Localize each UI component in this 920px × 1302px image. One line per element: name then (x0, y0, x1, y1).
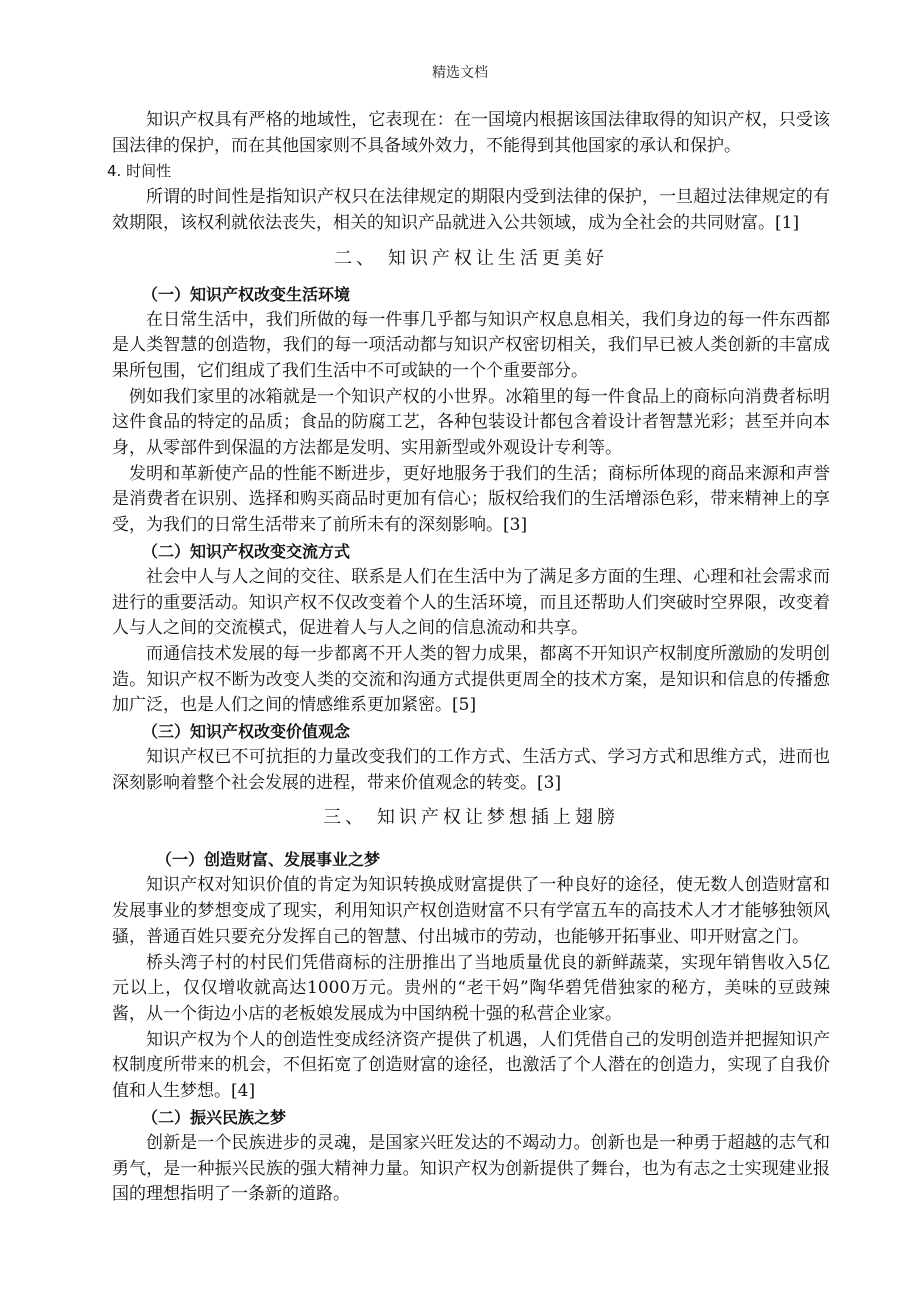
paragraph-fridge: 例如我们家里的冰箱就是一个知识产权的小世界。冰箱里的每一件食品上的商标向消费者标明这件食品的特定的品质；食品的防腐工艺，各种包装设计都包含着设计者智慧光彩；甚至并向本身，从零部件到保温的方法都是发明、实用新型或外观设计专利等。 (112, 386, 830, 459)
document-body (107, 108, 830, 1208)
subheading-2-3: （三）知识产权改变价值观念 (142, 722, 351, 742)
paragraph-values: 知识产权已不可抗拒的力量改变我们的工作方式、生活方式、学习方式和思维方式，进而也深刻影响着整个社会发展的进程，带来价值观念的转变。[3] (112, 747, 830, 793)
subheading-2-1: （一）知识产权改变生活环境 (142, 284, 351, 304)
subheading-3-2: （二）振兴民族之梦 (142, 1107, 287, 1127)
subheading-2-2: （二）知识产权改变交流方式 (142, 541, 351, 561)
list-item-time: 4. 时间性 (107, 162, 172, 181)
paragraph-timeliness: 所谓的时间性是指知识产权只在法律规定的期限内受到法律的保护，一旦超过法律规定的有效期限，该权利就依法丧失，相关的知识产品就进入公共领域，成为全社会的共同财富。[1] (112, 187, 830, 233)
page-header: 精选文档 (432, 65, 488, 81)
subheading-3-1: （一）创造财富、发展事业之梦 (156, 850, 381, 870)
paragraph-creativity: 知识产权为个人的创造性变成经济资产提供了机遇，人们凭借自己的发明创造并把握知识产权制度所带来的机会，不但拓宽了创造财富的途径，也激活了个人潜在的创造力，实现了自我价值和人生梦想。[4] (112, 1029, 830, 1102)
paragraph-invention: 发明和革新使产品的性能不断进步，更好地服务于我们的生活；商标所体现的商品来源和声誉是消费者在识别、选择和购买商品时更加有信心；版权给我们的生活增添色彩，带来精神上的享受，为我们的日常生活带来了前所未有的深刻影响。[3] (112, 463, 830, 536)
paragraph-nation: 创新是一个民族进步的灵魂，是国家兴旺发达的不竭动力。创新也是一种勇于超越的志气和勇气，是一种振兴民族的强大精神力量。知识产权为创新提供了舞台，也为有志之士实现建业报国的理想指明了一条新的道路。 (112, 1132, 830, 1205)
paragraph-village: 桥头湾子村的村民们凭借商标的注册推出了当地质量优良的新鲜蔬菜，实现年销售收入5亿元以上，仅仅增收就高达1000万元。贵州的“老干妈”陶华碧凭借独家的秘方，美味的豆豉辣酱，从一个街边小店的老板娘发展成为中国纳税十强的私营企业家。 (112, 952, 830, 1024)
section-heading-2: 二、 知识产权让生活更美好 (334, 247, 608, 269)
paragraph-daily-life: 在日常生活中，我们所做的每一件事几乎都与知识产权息息相关，我们身边的每一件东西都是人类智慧的创造物，我们的每一项活动都与知识产权密切相关，我们早已被人类创新的丰富成果所包围，它们组成了我们生活中不可或缺的一个个重要部分。 (112, 309, 830, 381)
section-heading-3: 三、 知识产权让梦想插上翅膀 (323, 807, 619, 829)
paragraph-communication-tech: 而通信技术发展的每一步都离不开人类的智力成果，都离不开知识产权制度所激励的发明创造。知识产权不断为改变人类的交流和沟通方式提供更周全的技术方案，是知识和信息的传播愈加广泛，也是人们之间的情感维系更加紧密。[5] (112, 643, 830, 716)
paragraph-wealth: 知识产权对知识价值的肯定为知识转换成财富提供了一种良好的途径，使无数人创造财富和发展事业的梦想变成了现实，利用知识产权创造财富不只有学富五车的高技术人才才能够独领风骚，普通百姓只要充分发挥自己的智慧、付出城市的劳动，也能够开拓事业、叩开财富之门。 (112, 875, 830, 947)
paragraph-territoriality: 知识产权具有严格的地域性，它表现在：在一国境内根据该国法律取得的知识产权，只受该国法律的保护，而在其他国家则不具备域外效力，不能得到其他国家的承认和保护。 (112, 110, 830, 156)
paragraph-social-contact: 社会中人与人之间的交往、联系是人们在生活中为了满足多方面的生理、心理和社会需求而进行的重要活动。知识产权不仅改变着个人的生活环境，而且还帮助人们突破时空界限，改变着人与人之间的交流模式，促进着人与人之间的信息流动和共享。 (112, 566, 830, 639)
